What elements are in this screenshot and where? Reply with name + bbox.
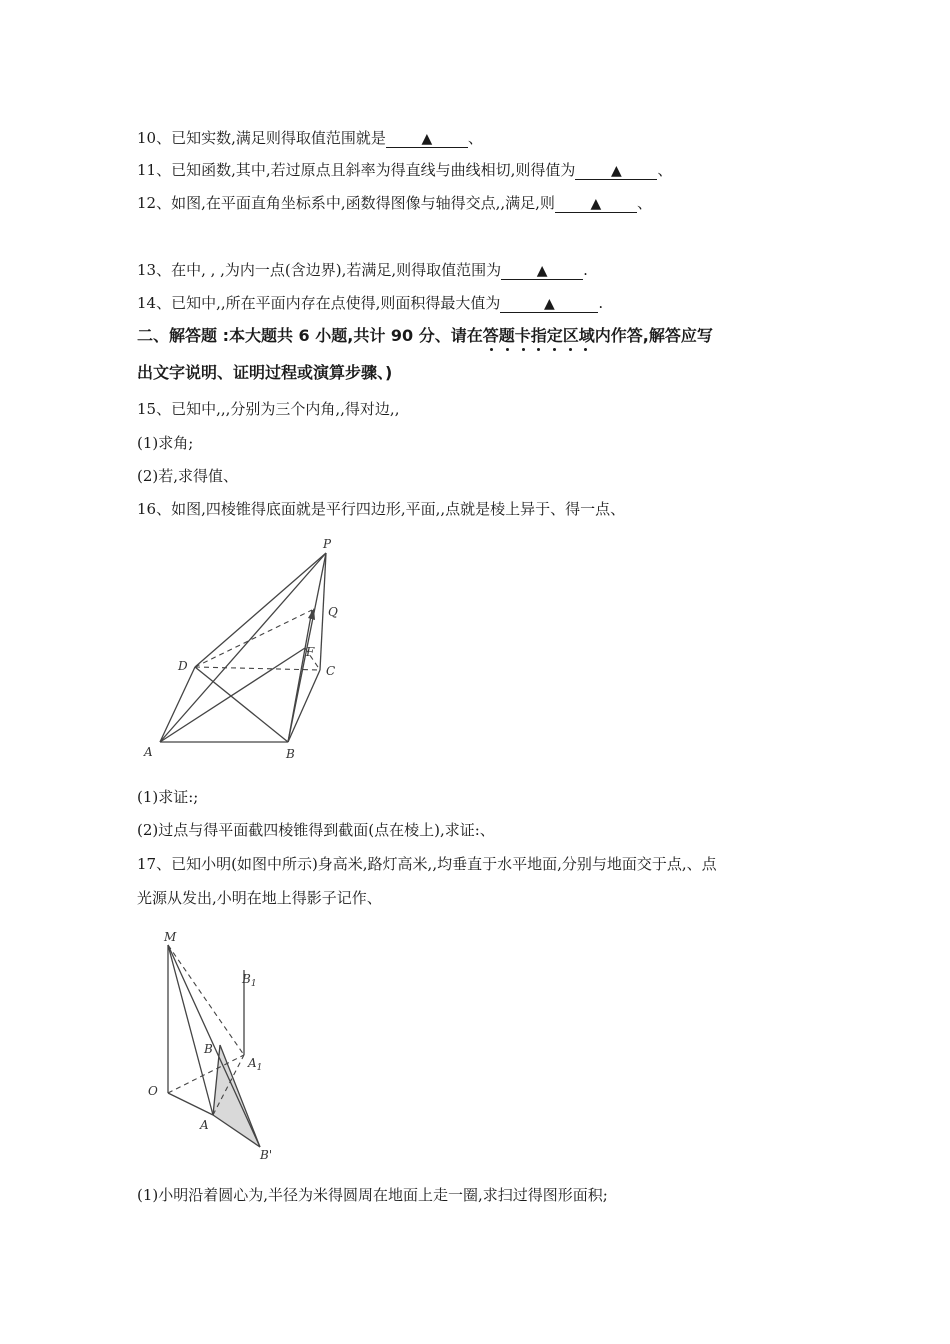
section-heading [137,325,713,347]
section-heading-part1: 二、解答题 :本大题共 6 小题,共计 90 分、请在 [137,326,483,345]
question-17-part1: (1)小明沿着圆心为,半径为米得圆周在地面上走一圈,求扫过得图形面积; [137,1186,608,1204]
triangle-icon: ▲ [421,131,433,147]
question-end: 、 [657,161,673,179]
question-10 [137,128,483,148]
pyramid-figure [140,530,360,765]
question-14 [137,293,603,313]
question-end: . [583,261,588,279]
question-end: . [598,294,604,312]
question-text: 11、已知函数,其中,若过原点且斜率为得直线与曲线相切,则得值为 [137,161,576,179]
label-b1: $B_1$ [242,972,257,989]
triangle-icon: ▲ [536,263,548,279]
answer-blank [386,131,468,148]
question-12 [137,193,652,213]
emphasis-text: 答题卡指定区域 [482,326,595,345]
question-11 [137,160,672,180]
label-f: F [306,645,315,659]
question-16-stem: 16、如图,四棱锥得底面就是平行四边形,平面,,点就是棱上异于、得一点、 [137,500,626,518]
answer-blank [575,163,657,180]
question-17-stem-line2: 光源从发出,小明在地上得影子记作、 [137,889,382,907]
section-heading-line2: 出文字说明、证明过程或演算步骤、) [137,363,393,382]
answer-blank [500,296,598,313]
question-text: 14、已知中,,所在平面内存在点使得,则面积得最大值为 [137,294,501,312]
label-d: D [178,659,188,673]
question-text: 13、在中, , ,为内一点(含边界),若满足,则得取值范围为 [137,261,502,279]
question-16-part2: (2)过点与得平面截四棱锥得到截面(点在棱上),求证:、 [137,821,495,839]
label-a1: $A_1$ [248,1056,263,1073]
triangle-icon: ▲ [611,163,622,179]
label-q: Q [328,605,338,619]
answer-blank [555,196,637,213]
question-17-stem-line1: 17、已知小明(如图中所示)身高米,路灯高米,,均垂直于水平地面,分别与地面交于点,、点 [137,855,717,873]
question-end: 、 [636,194,652,212]
label-b-prime: B' [260,1148,273,1162]
question-end: 、 [467,129,483,147]
label-a: A [144,745,153,759]
label-m: M [164,930,177,944]
label-o: O [148,1084,158,1098]
question-15-part2: (2)若,求得值、 [137,467,239,485]
question-15-stem: 15、已知中,,,分别为三个内角,,得对边,, [137,400,400,418]
question-text: 10、已知实数,满足则得取值范围就是 [137,129,386,147]
label-b: B [286,747,295,761]
section-heading-emphasis [483,326,595,345]
section-heading-part2: 内作答,解答应写 [594,326,713,345]
question-text: 12、如图,在平面直角坐标系中,函数得图像与轴得交点,,满足,则 [137,194,555,212]
question-13 [137,260,588,280]
lamp-shadow-figure [140,925,290,1165]
question-15-part1: (1)求角; [137,434,194,452]
answer-blank [501,263,583,280]
label-p: P [323,537,332,551]
label-b: B [204,1042,213,1056]
label-c: C [326,664,336,678]
triangle-icon: ▲ [590,196,602,212]
triangle-icon: ▲ [544,296,555,312]
label-a: A [200,1118,209,1132]
question-16-part1: (1)求证:; [137,788,199,806]
